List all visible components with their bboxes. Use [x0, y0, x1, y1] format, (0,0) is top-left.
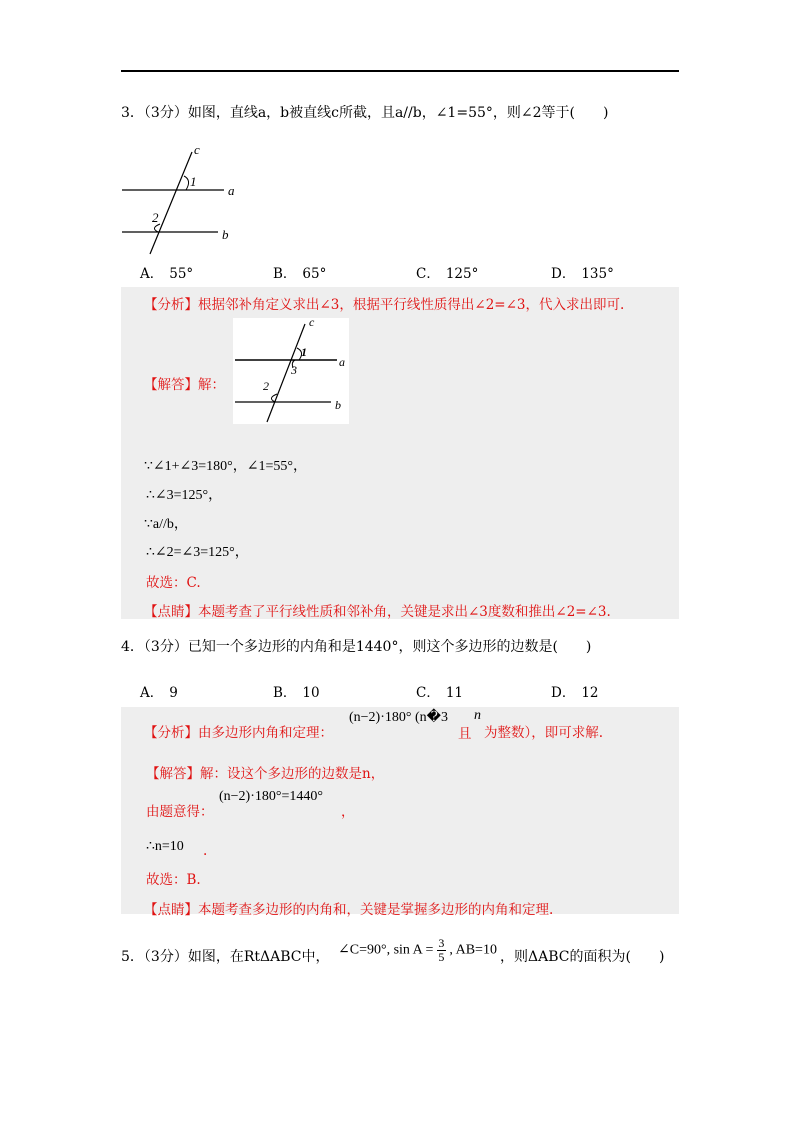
- q3-stem: 3．（3分）如图，直线a，b被直线c所截，且a//b，∠1=55°，则∠2等于( ): [121, 105, 609, 121]
- line-c-2: [267, 324, 305, 422]
- q3-step-2: ∴∠3=125°，: [146, 488, 223, 503]
- q3-option-a: A． 55°: [140, 266, 194, 282]
- q4-analysis-formula: (n−2)·180° (n�3: [349, 710, 448, 725]
- q4-given-label: 由题意得：: [146, 804, 214, 820]
- q4-analysis-prefix: 【分析】由多边形内角和定理：: [144, 725, 333, 741]
- header-rule: [121, 70, 679, 72]
- q3-option-c: C． 125°: [416, 266, 479, 282]
- q4-option-b: B． 10: [273, 685, 320, 701]
- q4-result-dot: .: [203, 843, 208, 859]
- q3-step-3: ∵a//b，: [144, 517, 188, 532]
- label-2-2: 2: [263, 379, 269, 393]
- q4-given-formula: (n−2)·180°=1440°: [219, 789, 323, 804]
- label-b: b: [222, 227, 229, 242]
- angle-1-arc: [184, 176, 189, 190]
- q4-stem: 4．（3分）已知一个多边形的内角和是1440°，则这个多边形的边数是( ): [121, 639, 592, 655]
- q3-option-d: D． 135°: [551, 266, 614, 282]
- label-b-2: b: [335, 398, 341, 412]
- q5-formula-right: , AB=10: [449, 942, 497, 958]
- label-1: 1: [190, 174, 197, 189]
- q3-analysis: 【分析】根据邻补角定义求出∠3，根据平行线性质得出∠2=∠3，代入求出即可.: [144, 297, 625, 313]
- q4-given-comma: ，: [341, 804, 355, 820]
- q4-option-d: D． 12: [551, 685, 599, 701]
- q3-step-1: ∵∠1+∠3=180°，∠1=55°，: [144, 459, 307, 474]
- q5-frac-den: 5: [438, 950, 445, 964]
- label-a-2: a: [339, 355, 345, 369]
- q5-formula: [338, 937, 497, 964]
- q4-solution: 【解答】解：设这个多边形的边数是n，: [146, 766, 385, 782]
- q4-analysis-mid: 且: [458, 726, 472, 742]
- q3-solution-panel: [121, 287, 679, 619]
- q4-analysis-suffix: 为整数），即可求解.: [484, 725, 604, 741]
- q5-formula-left: ∠C=90°, sin A =: [338, 942, 434, 958]
- q4-comment: 【点睛】本题考查多边形的内角和，关键是掌握多边形的内角和定理.: [144, 902, 554, 918]
- label-a: a: [228, 183, 235, 198]
- line-c: [150, 152, 192, 254]
- q4-option-c: C． 11: [416, 685, 464, 701]
- label-c-2: c: [309, 318, 315, 329]
- label-3: 3: [291, 363, 297, 377]
- q5-suffix: ，则ΔABC的面积为( ): [500, 949, 665, 965]
- q3-solution-label: 【解答】解：: [144, 377, 225, 393]
- q4-choice: 故选：B.: [146, 872, 201, 888]
- q3-comment: 【点睛】本题考查了平行线性质和邻补角，关键是求出∠3度数和推出∠2=∠3.: [144, 604, 611, 620]
- q3-choice: 故选：C.: [146, 575, 201, 591]
- q5-fraction: [437, 937, 446, 964]
- q4-option-a: A． 9: [140, 685, 178, 701]
- q3-solution-figure: [233, 318, 349, 424]
- label-c: c: [194, 142, 200, 157]
- q5-prefix: 5．（3分）如图，在RtΔABC中，: [121, 949, 330, 965]
- q4-analysis-n: n: [474, 708, 481, 723]
- q3-step-4: ∴∠2=∠3=125°，: [146, 545, 249, 560]
- q4-result: ∴n=10: [146, 839, 184, 854]
- label-2: 2: [152, 210, 159, 225]
- label-1-2: 1: [301, 345, 307, 359]
- q3-figure: [118, 142, 268, 262]
- q3-option-b: B． 65°: [273, 266, 327, 282]
- q5-frac-num: 3: [438, 936, 445, 950]
